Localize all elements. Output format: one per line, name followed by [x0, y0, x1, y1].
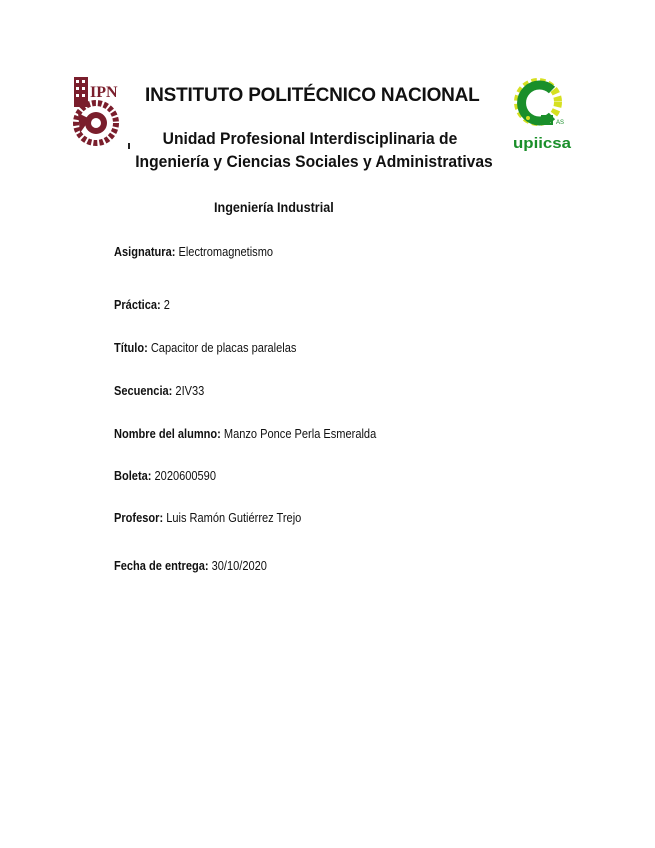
field-fecha-entrega	[114, 558, 267, 573]
career-heading: Ingeniería Industrial	[214, 199, 334, 215]
field-label: Profesor:	[114, 510, 164, 525]
field-secuencia	[114, 383, 204, 398]
field-value: Capacitor de placas paralelas	[147, 340, 297, 355]
field-profesor	[114, 510, 301, 525]
svg-text:AS: AS	[556, 120, 565, 126]
unit-title-line2: Ingeniería y Ciencias Sociales y Administrativas	[135, 152, 493, 171]
field-value: 30/10/2020	[208, 558, 267, 573]
institution-title: INSTITUTO POLITÉCNICO NACIONAL	[145, 85, 480, 106]
upiicsa-logo-icon	[512, 76, 572, 152]
svg-text:IPN: IPN	[90, 84, 118, 101]
field-value: Luis Ramón Gutiérrez Trejo	[163, 510, 302, 525]
field-value: 2020600590	[151, 468, 216, 483]
field-label: Título:	[114, 340, 148, 355]
unit-title-line1: Unidad Profesional Interdisciplinaria de	[162, 129, 458, 148]
field-nombre-alumno	[114, 426, 376, 441]
ipn-logo-icon	[70, 73, 122, 149]
svg-text:upiicsa: upiicsa	[513, 135, 572, 152]
field-label: Secuencia:	[114, 383, 173, 398]
field-label: Nombre del alumno:	[114, 426, 221, 441]
field-label: Fecha de entrega:	[114, 558, 209, 573]
field-asignatura	[114, 244, 273, 259]
field-value: 2	[160, 297, 170, 312]
field-value: Manzo Ponce Perla Esmeralda	[220, 426, 377, 441]
field-label: Asignatura:	[114, 244, 176, 259]
field-titulo	[114, 340, 296, 355]
field-label: Boleta:	[114, 468, 152, 483]
field-value: 2IV33	[172, 383, 205, 398]
field-practica	[114, 297, 170, 312]
field-value: Electromagnetismo	[175, 244, 274, 259]
field-label: Práctica:	[114, 297, 161, 312]
stray-mark	[128, 143, 130, 149]
field-boleta	[114, 468, 216, 483]
unit-title	[135, 127, 493, 173]
